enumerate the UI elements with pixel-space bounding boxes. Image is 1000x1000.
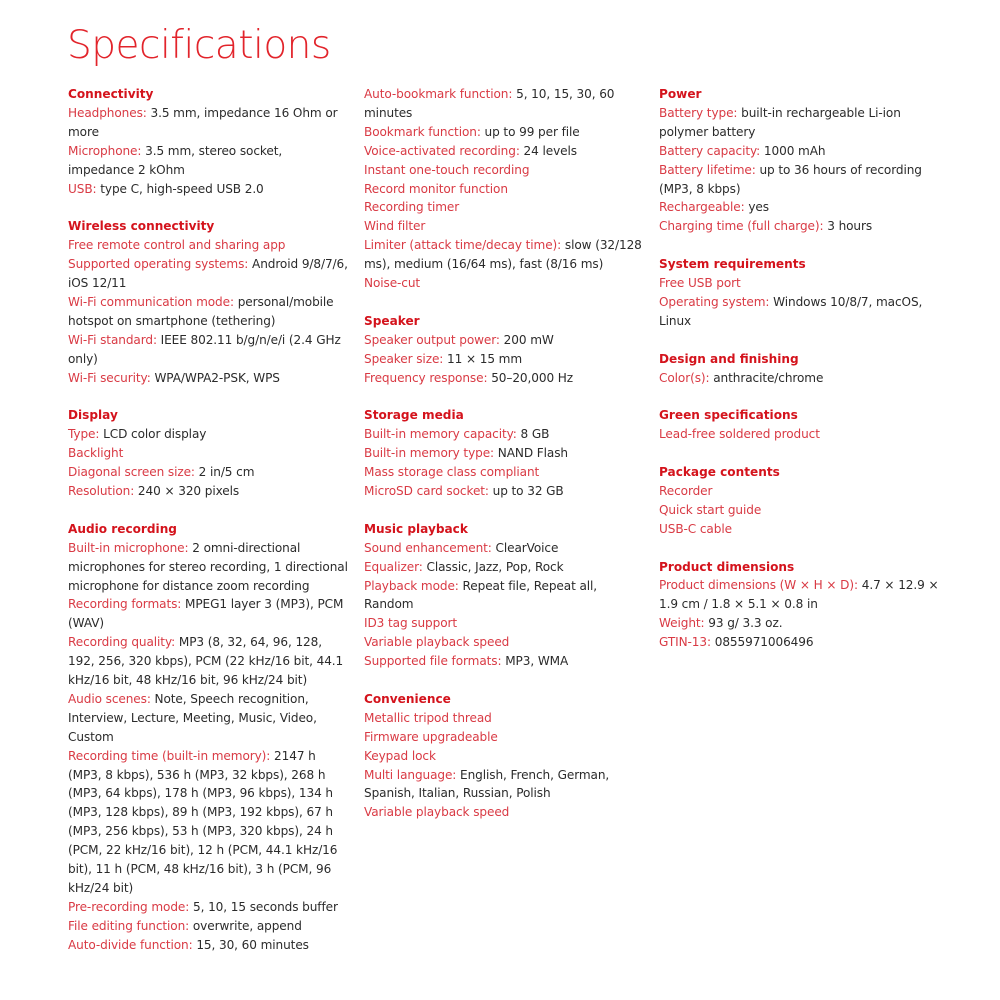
spec-label: Battery type: [659, 105, 738, 120]
spec-item [68, 898, 350, 917]
spec-label: Headphones: [68, 105, 147, 120]
spec-item [364, 766, 646, 804]
spec-value: anthracite/chrome [713, 370, 824, 385]
spec-value: 3 hours [827, 219, 873, 234]
spec-item [659, 614, 949, 633]
spec-label: Equalizer: [364, 559, 423, 574]
spec-item [68, 180, 350, 199]
section-heading: Convenience [364, 691, 451, 706]
spec-item [68, 236, 350, 255]
spec-value: MPEG1 layer 3 (MP3), PCM (WAV) [68, 597, 344, 631]
spec-value: 5, 10, 15, 30, 60 minutes [364, 87, 615, 120]
spec-item [364, 652, 646, 671]
spec-label: Battery lifetime: [659, 162, 756, 177]
spec-item [364, 577, 646, 615]
spec-section-product-dimensions [659, 558, 949, 653]
spec-item [68, 482, 350, 501]
spec-section-convenience [364, 690, 646, 822]
spec-label: Limiter (attack time/decay time): [364, 238, 562, 253]
spec-item [364, 539, 646, 558]
spec-item [659, 576, 949, 614]
spec-item [659, 633, 949, 652]
spec-item [659, 274, 949, 293]
spec-item [364, 463, 646, 482]
spec-item [364, 425, 646, 444]
spec-item [68, 425, 350, 444]
spec-item [68, 331, 350, 369]
spec-label: USB-C cable [659, 521, 732, 536]
spec-value: 0855971006496 [714, 635, 814, 650]
spec-item [364, 142, 646, 161]
spec-section-storage-media [364, 406, 646, 501]
spec-item [68, 936, 350, 955]
section-heading: Package contents [659, 465, 780, 480]
spec-label: Auto-bookmark function: [364, 87, 513, 101]
spec-item [659, 161, 949, 199]
spec-value: 1000 mAh [763, 143, 826, 158]
spec-item [68, 463, 350, 482]
spec-label: Product dimensions (W × H × D): [659, 578, 858, 593]
spec-item [659, 293, 949, 331]
spec-item [68, 255, 350, 293]
spec-label: Recording time (built-in memory): [68, 748, 271, 763]
spec-value: IEEE 802.11 b/g/n/e/i (2.4 GHz only) [68, 332, 341, 366]
spec-item [364, 236, 646, 274]
spec-label: Wi-Fi security: [68, 370, 151, 385]
spec-label: GTIN-13: [659, 635, 711, 650]
spec-item [68, 293, 350, 331]
spec-section-power [659, 85, 949, 236]
spec-value: 240 × 320 pixels [137, 484, 240, 498]
spec-value: 11 × 15 mm [447, 351, 523, 366]
spec-section-connectivity [68, 85, 350, 198]
spec-label: Resolution: [68, 484, 135, 498]
section-heading: Speaker [364, 313, 420, 328]
spec-label: Rechargeable: [659, 200, 745, 215]
spec-section-music-playback [364, 520, 646, 671]
spec-item [659, 501, 949, 520]
spec-item [68, 539, 350, 596]
spec-item [364, 123, 646, 142]
spec-item [659, 425, 949, 444]
spec-item [659, 482, 949, 501]
spec-label: MicroSD card socket: [364, 484, 489, 498]
spec-section-green-specifications [659, 406, 949, 444]
spec-value: 93 g/ 3.3 oz. [708, 616, 783, 631]
spec-label: Record monitor function [364, 181, 508, 196]
spec-label: Pre-recording mode: [68, 899, 190, 914]
spec-label: Noise-cut [364, 276, 421, 291]
spec-value: 50–20,000 Hz [491, 370, 574, 385]
spec-label: Battery capacity: [659, 143, 761, 158]
spec-value: NAND Flash [497, 446, 568, 461]
spec-value: 4.7 × 12.9 × 1.9 cm / 1.8 × 5.1 × 0.8 in [659, 578, 939, 612]
spec-label: Supported operating systems: [68, 257, 249, 272]
spec-label: Supported file formats: [364, 654, 502, 669]
spec-value: 24 levels [523, 143, 577, 158]
spec-item [364, 803, 646, 822]
spec-value: 2 in/5 cm [198, 465, 255, 480]
spec-section-package-contents [659, 463, 949, 539]
spec-label: Recording formats: [68, 597, 182, 612]
spec-value: 200 mW [503, 332, 554, 347]
spec-item [364, 482, 646, 501]
section-heading: Green specifications [659, 408, 798, 423]
spec-value: Windows 10/8/7, macOS, Linux [659, 294, 923, 328]
spec-label: Mass storage class compliant [364, 465, 540, 480]
spec-label: Audio scenes: [68, 691, 151, 706]
section-heading: Design and finishing [659, 351, 799, 366]
spec-item [364, 444, 646, 463]
spec-label: Microphone: [68, 143, 142, 158]
spec-label: Metallic tripod thread [364, 710, 492, 725]
spec-label: Speaker output power: [364, 332, 500, 347]
spec-label: Built-in memory type: [364, 446, 495, 461]
spec-value: MP3 (8, 32, 64, 96, 128, 192, 256, 320 kbps), PCM (22 kHz/16 bit, 44.1 kHz/16 bit, 48 kHz/16 bit, 96 kHz/24 bit) [68, 635, 344, 688]
spec-item [68, 633, 350, 690]
spec-label: Color(s): [659, 370, 710, 385]
spec-value: MP3, WMA [505, 654, 569, 669]
spec-value: type C, high-speed USB 2.0 [100, 181, 264, 196]
spec-section-audio-recording [68, 520, 350, 955]
spec-label: Built-in microphone: [68, 540, 189, 555]
page-title: Specifications [67, 23, 331, 68]
spec-item [68, 747, 350, 898]
spec-item [364, 633, 646, 652]
spec-value: 15, 30, 60 minutes [196, 937, 309, 952]
spec-item [659, 369, 949, 388]
spec-section-speaker [364, 312, 646, 388]
spec-value: 3.5 mm, impedance 16 Ohm or more [68, 105, 338, 139]
spec-value: up to 36 hours of recording (MP3, 8 kbps) [659, 162, 922, 196]
section-heading: Audio recording [68, 521, 177, 536]
spec-label: USB: [68, 181, 97, 196]
spec-value: slow (32/128 ms), medium (16/64 ms), fast (8/16 ms) [364, 238, 642, 272]
spec-label: Frequency response: [364, 370, 488, 385]
spec-value: Note, Speech recognition, Interview, Lecture, Meeting, Music, Video, Custom [68, 691, 317, 744]
spec-value: English, French, German, Spanish, Italian, Russian, Polish [364, 767, 610, 801]
spec-item [364, 369, 646, 388]
spec-item [659, 520, 949, 539]
spec-label: Charging time (full charge): [659, 219, 824, 234]
spec-value: LCD color display [103, 427, 207, 442]
spec-value: yes [748, 200, 769, 215]
spec-item [364, 558, 646, 577]
spec-value: 2 omni-directional microphones for stereo recording, 1 directional microphone for distance zoom recording [68, 540, 348, 593]
spec-value: 3.5 mm, stereo socket, impedance 2 kOhm [68, 143, 283, 177]
spec-item [68, 595, 350, 633]
spec-label: Weight: [659, 616, 705, 631]
spec-item [659, 104, 949, 142]
spec-item [68, 690, 350, 747]
section-heading: Music playback [364, 521, 468, 536]
spec-item [364, 274, 646, 293]
spec-item [659, 198, 949, 217]
spec-item [68, 917, 350, 936]
spec-item [364, 85, 646, 123]
spec-label: Lead-free soldered product [659, 427, 820, 442]
spec-label: Auto-divide function: [68, 937, 193, 952]
spec-section-wireless-connectivity [68, 217, 350, 387]
spec-item [364, 198, 646, 217]
spec-section-design-and-finishing [659, 350, 949, 388]
spec-item [364, 217, 646, 236]
spec-value: overwrite, append [192, 918, 302, 933]
spec-label: Recording timer [364, 200, 460, 215]
section-heading: Connectivity [68, 87, 154, 101]
spec-value: Repeat file, Repeat all, Random [364, 578, 598, 612]
spec-label: Multi language: [364, 767, 457, 782]
spec-column-1 [68, 85, 350, 974]
spec-label: Instant one-touch recording [364, 162, 530, 177]
spec-value: ClearVoice [495, 540, 559, 555]
spec-value: 5, 10, 15 seconds buffer [193, 899, 338, 914]
spec-item [364, 728, 646, 747]
spec-label: Voice-activated recording: [364, 143, 520, 158]
spec-value: Android 9/8/7/6, iOS 12/11 [68, 257, 348, 291]
spec-section-display [68, 406, 350, 501]
spec-item [364, 747, 646, 766]
spec-value: 8 GB [520, 427, 550, 442]
spec-label: Recording quality: [68, 635, 176, 650]
spec-item [68, 104, 350, 142]
spec-label: Bookmark function: [364, 124, 481, 139]
spec-label: Wind filter [364, 219, 426, 234]
spec-label: Playback mode: [364, 578, 459, 593]
spec-section-system-requirements [659, 255, 949, 331]
spec-label: Sound enhancement: [364, 540, 492, 555]
spec-label: File editing function: [68, 918, 190, 933]
spec-item [364, 161, 646, 180]
spec-item [659, 142, 949, 161]
spec-value: personal/mobile hotspot on smartphone (tethering) [68, 294, 334, 328]
spec-label: Speaker size: [364, 351, 444, 366]
spec-value: 2147 h (MP3, 8 kbps), 536 h (MP3, 32 kbps), 268 h (MP3, 64 kbps), 178 h (MP3, 96 kbps), 134 h (MP3, 128 kbps), 89 h (MP3, 192 kbps), 67 h (MP3, 256 kbps), 53 h (MP3, 320 kbps), 24 h (PCM, 22 kHz/16 bit), 12 h (PCM, 44.1 kHz/16 bit), 11 h (PCM, 48 kHz/16 bit), 3 h (PCM, 96 kHz/24 bit) [68, 748, 338, 896]
spec-label: Variable playback speed [364, 635, 510, 650]
spec-label: Wi-Fi communication mode: [68, 294, 234, 309]
spec-item [68, 444, 350, 463]
spec-label: Recorder [659, 483, 713, 498]
spec-label: Keypad lock [364, 748, 436, 763]
spec-value: WPA/WPA2-PSK, WPS [154, 370, 280, 385]
spec-label: Free USB port [659, 276, 741, 291]
spec-item [659, 217, 949, 236]
spec-column-3 [659, 85, 949, 671]
spec-label: Free remote control and sharing app [68, 238, 286, 253]
section-heading: System requirements [659, 257, 806, 272]
spec-section-continued [364, 85, 646, 293]
spec-label: Built-in memory capacity: [364, 427, 517, 442]
spec-item [364, 614, 646, 633]
spec-label: Wi-Fi standard: [68, 332, 157, 347]
spec-item [364, 709, 646, 728]
spec-label: Quick start guide [659, 502, 762, 517]
spec-label: Type: [68, 427, 100, 442]
spec-label: Diagonal screen size: [68, 465, 195, 480]
spec-value: Classic, Jazz, Pop, Rock [426, 559, 564, 574]
spec-item [364, 350, 646, 369]
spec-label: Variable playback speed [364, 805, 510, 820]
spec-column-2 [364, 85, 646, 841]
spec-label: Firmware upgradeable [364, 729, 498, 744]
spec-item [68, 369, 350, 388]
spec-item [364, 180, 646, 199]
section-heading: Wireless connectivity [68, 219, 215, 234]
spec-value: built-in rechargeable Li-ion polymer battery [659, 105, 901, 139]
spec-label: Backlight [68, 446, 124, 461]
spec-label: Operating system: [659, 294, 770, 309]
spec-label: ID3 tag support [364, 616, 458, 631]
section-heading: Product dimensions [659, 559, 795, 574]
spec-value: up to 99 per file [484, 124, 580, 139]
spec-value: up to 32 GB [492, 484, 564, 498]
spec-item [364, 331, 646, 350]
section-heading: Display [68, 408, 118, 423]
section-heading: Power [659, 87, 702, 101]
section-heading: Storage media [364, 408, 464, 423]
spec-item [68, 142, 350, 180]
